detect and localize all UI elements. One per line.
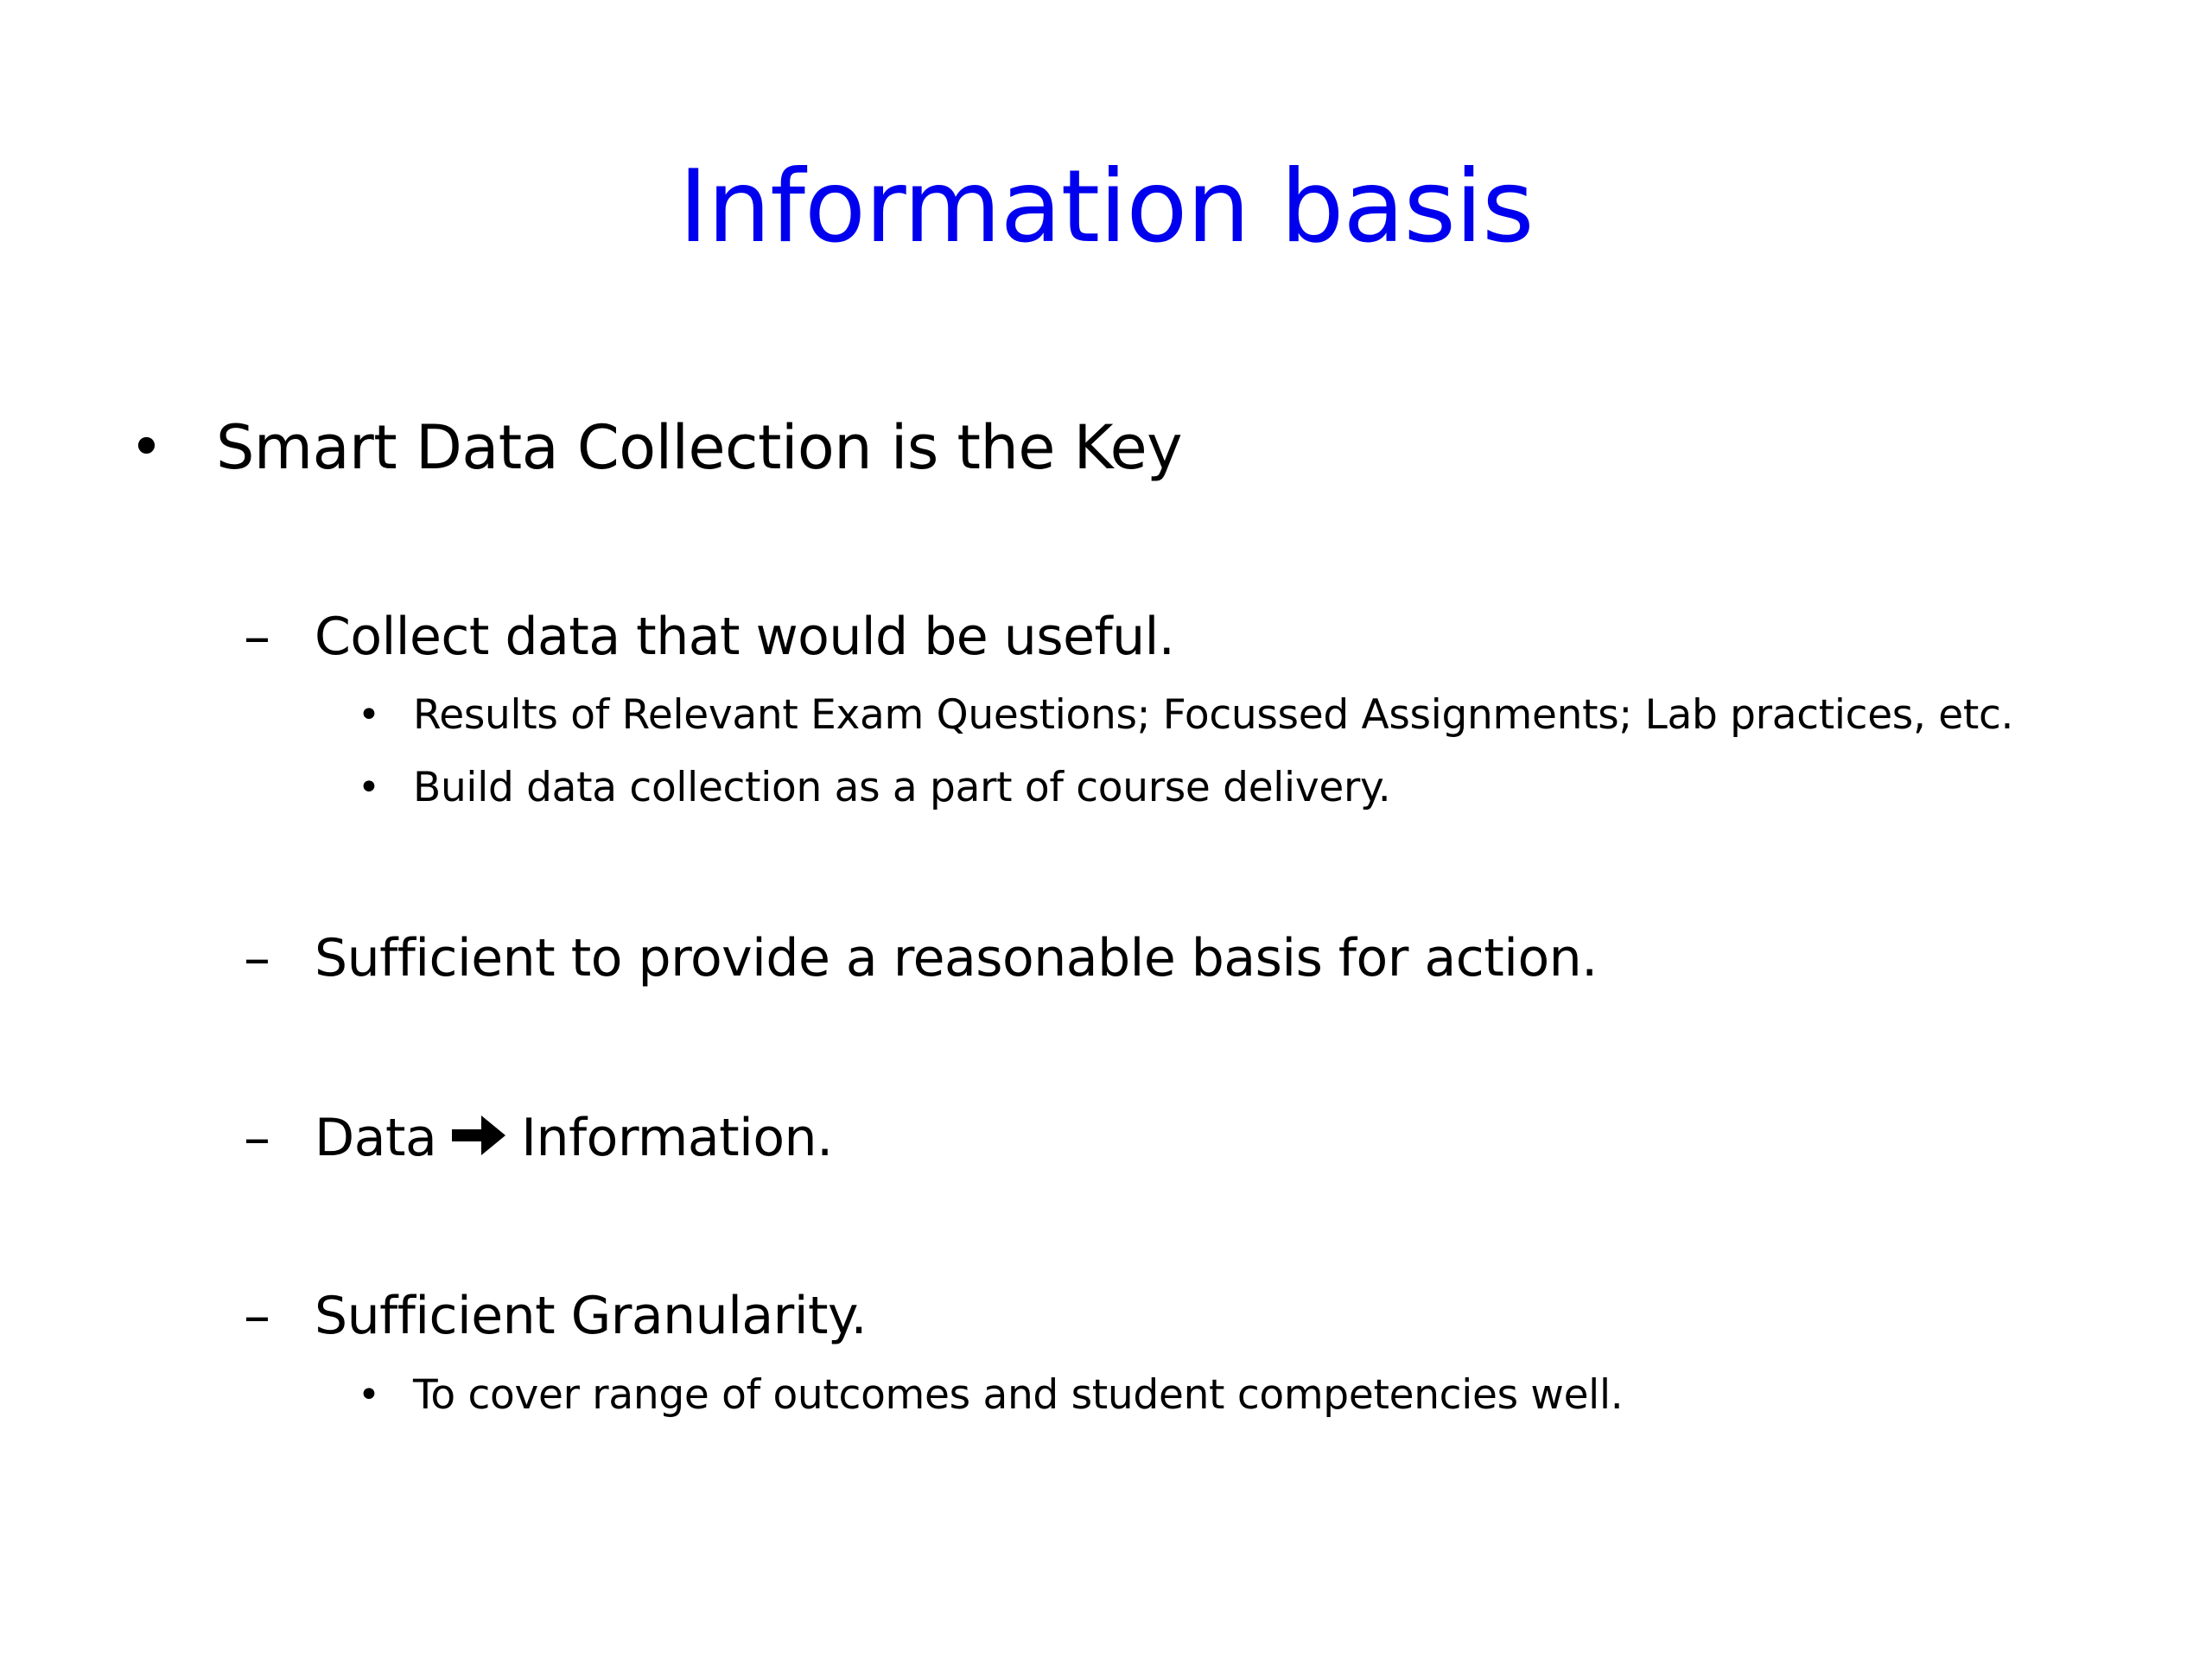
- subsubitem-text: Results of Relevant Exam Questions; Focussed Assignments; Lab practices, etc.: [413, 691, 2014, 739]
- bullet-marker: •: [130, 414, 163, 480]
- dash-marker: –: [244, 605, 270, 668]
- bullet-marker: •: [358, 766, 380, 810]
- subitem-text: Collect data that would be useful.: [315, 607, 1175, 667]
- dash-marker: –: [244, 926, 270, 989]
- subsubitem-text: To cover range of outcomes and student competencies well.: [413, 1371, 1624, 1419]
- data-word: Data: [315, 1108, 437, 1168]
- bullet-text: Smart Data Collection is the Key: [216, 412, 1183, 483]
- subitem-text: Sufficient Granularity.: [315, 1286, 868, 1346]
- information-word: Information.: [521, 1108, 833, 1168]
- subitem-text: Sufficient to provide a reasonable basis for action.: [315, 928, 1598, 988]
- subitem-text: [315, 1099, 833, 1177]
- subsubitem-text: Build data collection as a part of course delivery.: [413, 764, 1391, 811]
- dash-marker: –: [244, 1284, 270, 1347]
- bullet-marker: •: [358, 693, 380, 737]
- bullet-marker: •: [358, 1373, 380, 1417]
- slide-title: Information basis: [678, 149, 1534, 265]
- dash-marker: –: [244, 1106, 270, 1169]
- right-arrow-icon: [448, 1110, 509, 1160]
